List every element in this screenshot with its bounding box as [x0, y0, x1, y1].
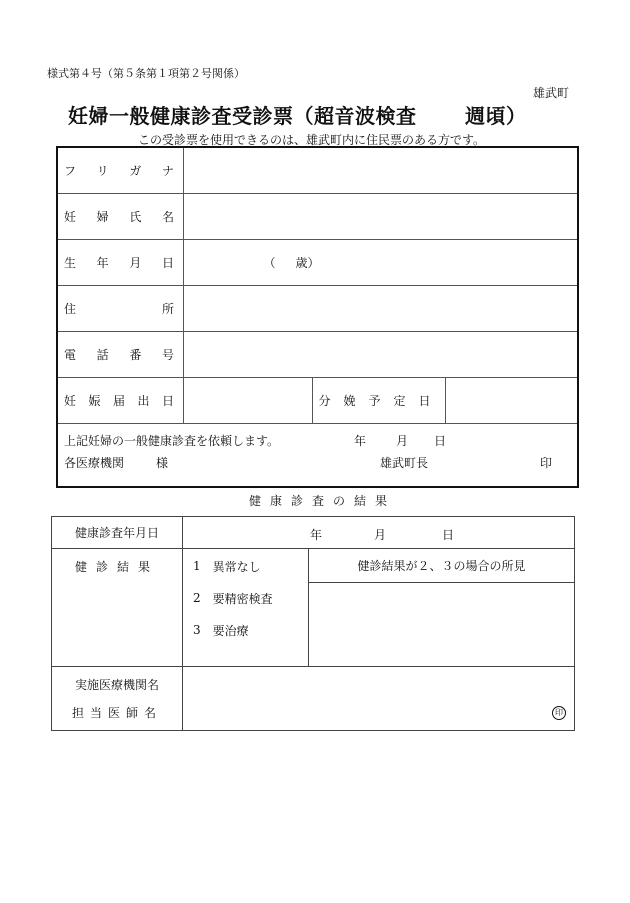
option-treatment[interactable]: 3 要治療 — [193, 623, 249, 638]
option-detailed-exam[interactable]: 2 要精密検査 — [193, 591, 273, 606]
findings-field[interactable] — [309, 583, 575, 667]
exam-day-label: 日 — [442, 528, 455, 542]
address-field[interactable] — [183, 286, 578, 332]
age-open-paren: （ — [263, 256, 276, 270]
due-date-field[interactable] — [445, 378, 578, 424]
institution-row — [52, 667, 575, 731]
doctor-seal-icon: 印 — [552, 706, 566, 720]
pregnancy-report-date-label: 妊 娠 届 出 日 — [57, 378, 183, 424]
address-row — [57, 286, 578, 332]
birth-row — [57, 240, 578, 286]
findings-label: 健診結果が２、３の場合の所見 — [309, 549, 575, 583]
name-row — [57, 194, 578, 240]
age-unit: 歳） — [295, 256, 320, 270]
result-options — [183, 549, 309, 667]
exam-date-label: 健康診査年月日 — [52, 517, 183, 549]
furigana-row — [57, 147, 578, 194]
town-name: 雄武町 — [533, 86, 570, 100]
request-year-label: 年 — [354, 434, 367, 448]
request-text: 上記妊婦の一般健康診査を依頼します。 — [64, 434, 280, 448]
form-number: 様式第４号（第５条第１項第２号関係） — [47, 67, 245, 80]
name-label: 妊 婦 氏 名 — [57, 194, 183, 240]
due-date-label: 分 娩 予 定 日 — [312, 378, 445, 424]
birthdate-field[interactable] — [183, 240, 578, 286]
exam-month-label: 月 — [374, 528, 387, 542]
birthdate-label: 生 年 月 日 — [57, 240, 183, 286]
exam-date-row — [52, 517, 575, 549]
furigana-field[interactable] — [183, 147, 578, 194]
exam-date-field[interactable] — [183, 517, 575, 549]
results-heading: 健康診査の結果 — [249, 494, 397, 508]
result-label: 健診結果 — [52, 549, 183, 667]
addressee: 各医療機関 — [64, 456, 125, 470]
address-label: 住 所 — [57, 286, 183, 332]
request-month-label: 月 — [396, 434, 409, 448]
mayor-seal: 印 — [540, 456, 553, 470]
form-title: 妊婦一般健康診査受診票（超音波検査 週頃） — [68, 104, 527, 128]
doctor-label: 担当医師名 — [71, 705, 162, 720]
addressee-honorific: 様 — [156, 456, 169, 470]
institution-label: 実施医療機関名 — [74, 677, 159, 692]
applicant-table — [56, 146, 579, 488]
request-block — [57, 424, 578, 488]
dates-row — [57, 378, 578, 424]
request-row — [57, 424, 578, 488]
result-header-row — [52, 549, 575, 583]
phone-label: 電 話 番 号 — [57, 332, 183, 378]
phone-row — [57, 332, 578, 378]
eligibility-note: この受診票を使用できるのは、雄武町内に住民票のある方です。 — [138, 133, 486, 147]
exam-year-label: 年 — [310, 528, 323, 542]
name-field[interactable] — [183, 194, 578, 240]
results-table — [51, 516, 575, 731]
option-normal[interactable]: 1 異常なし — [193, 559, 261, 574]
phone-field[interactable] — [183, 332, 578, 378]
mayor-title: 雄武町長 — [380, 456, 429, 470]
request-day-label: 日 — [434, 434, 447, 448]
institution-doctor-field[interactable] — [183, 667, 575, 731]
furigana-label: フ リ ガ ナ — [57, 147, 183, 194]
institution-labels — [52, 667, 183, 731]
pregnancy-report-date-field[interactable] — [183, 378, 312, 424]
